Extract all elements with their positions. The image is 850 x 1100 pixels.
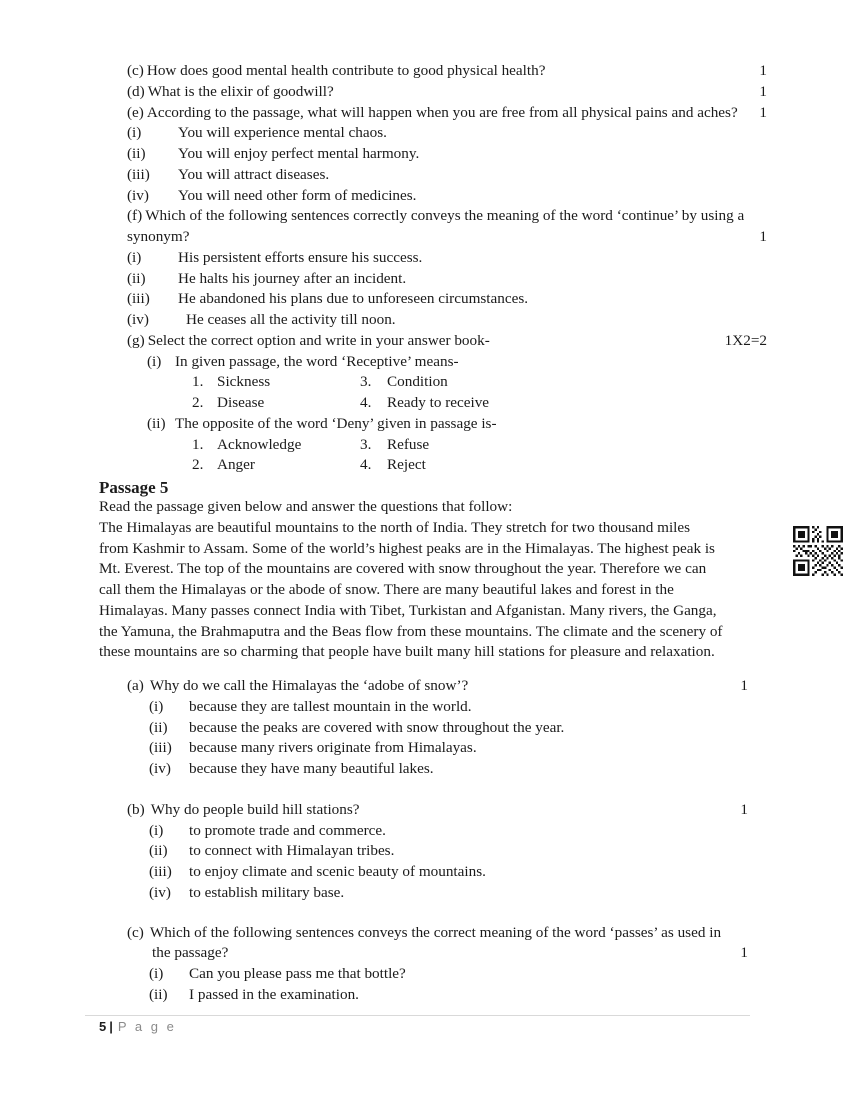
choice-text: Anger <box>217 456 255 474</box>
option-label: (ii) <box>149 718 168 736</box>
option-row <box>149 718 748 739</box>
option-label: (iv) <box>127 311 149 328</box>
option-label: (iii) <box>127 290 150 308</box>
question-row <box>127 676 748 697</box>
question-text: Why do we call the Himalayas the ‘adobe of snow’? <box>149 677 469 694</box>
option-text: because the peaks are covered with snow throughout the year. <box>189 718 565 736</box>
question-row <box>127 800 748 821</box>
option-text: You will enjoy perfect mental harmony. <box>178 145 420 162</box>
question-label: (c) <box>127 923 144 941</box>
marks-value: 1 <box>759 228 767 245</box>
footer-page-label: P a g e <box>117 1019 177 1034</box>
option-row <box>149 821 748 842</box>
option-text: You will experience mental chaos. <box>178 124 387 142</box>
option-text: You will attract diseases. <box>178 165 330 183</box>
option-row <box>127 248 767 269</box>
passage5-question-a <box>127 676 748 780</box>
passage-line: call them the Himalayas or the abode of snow. There are many beautiful lakes and forest in the <box>99 581 674 598</box>
question-label: (d) <box>127 82 145 100</box>
marks-value: 1 <box>740 800 748 818</box>
passage-line: from Kashmir to Assam. Some of the world’s highest peaks are in the Himalayas. The highest peak is <box>99 539 715 557</box>
marks-value: 1 <box>740 944 748 962</box>
question-f <box>127 206 767 248</box>
choice-number: 4. <box>360 394 372 411</box>
footer <box>99 1019 176 1035</box>
choice-text: Refuse <box>387 435 430 453</box>
question-text-line2: synonym? <box>127 228 190 245</box>
option-text: to connect with Himalayan tribes. <box>189 842 395 860</box>
option-row <box>149 841 748 862</box>
marks-value: 1 <box>759 103 767 121</box>
marks-value: 1 <box>759 62 767 79</box>
question-text-line1: (c) Which of the following sentences conveys the correct meaning of the word ‘passes’ as used in <box>127 923 722 941</box>
choice-text: Disease <box>217 394 265 411</box>
option-text: He abandoned his plans due to unforeseen circumstances. <box>178 290 529 308</box>
passage-line: Himalayas. Many passes connect India with Tibet, Turkistan and Afganistan. Many rivers, the Ganga, <box>99 601 717 619</box>
option-row <box>127 144 767 165</box>
option-label: (iii) <box>149 739 172 757</box>
mcq-choices <box>192 372 767 414</box>
option-label: (ii) <box>127 269 146 287</box>
question-text: What is the elixir of goodwill? <box>147 82 334 100</box>
passage5-question-c <box>127 923 748 1006</box>
choice-number: 4. <box>360 456 372 474</box>
option-text: His persistent efforts ensure his success. <box>178 248 423 266</box>
option-row <box>149 738 748 759</box>
choice-number: 1. <box>192 435 204 453</box>
sub-question-text: In given passage, the word ‘Receptive’ means- <box>175 352 459 370</box>
choice-text: Condition <box>387 373 448 391</box>
option-row <box>149 697 748 718</box>
option-row <box>149 964 748 985</box>
option-row <box>149 862 748 883</box>
option-label: (iii) <box>149 863 172 880</box>
sub-question-ii <box>147 414 767 435</box>
option-label: (i) <box>149 697 164 715</box>
option-row <box>127 310 767 331</box>
option-label: (iii) <box>127 165 150 183</box>
choice-text: Ready to receive <box>387 394 490 411</box>
choice-number: 3. <box>360 373 372 391</box>
option-row <box>127 289 767 310</box>
question-label: (b) <box>127 800 145 818</box>
passage-body <box>99 518 785 663</box>
option-row <box>149 883 748 904</box>
option-label: (i) <box>149 965 164 982</box>
option-label: (i) <box>149 821 164 839</box>
footer-page-number: 5 <box>99 1019 107 1034</box>
option-row <box>127 186 767 207</box>
question-label: (f) <box>127 207 143 225</box>
option-text: to promote trade and commerce. <box>189 821 386 839</box>
option-text: He halts his journey after an incident. <box>178 269 407 287</box>
option-text: I passed in the examination. <box>189 985 359 1003</box>
question-label: (e) <box>127 103 144 121</box>
choice-text: Reject <box>387 456 426 474</box>
option-text: because they have many beautiful lakes. <box>189 760 434 777</box>
option-label: (ii) <box>127 145 146 162</box>
choice-number: 2. <box>192 456 204 474</box>
option-text: You will need other form of medicines. <box>178 186 417 204</box>
sub-question-label: (i) <box>147 352 162 370</box>
question-text: Select the correct option and write in your answer book- <box>147 331 490 349</box>
passage-line: The Himalayas are beautiful mountains to the north of India. They stretch for two thousand miles <box>99 518 691 536</box>
sub-question-label: (ii) <box>147 414 166 432</box>
sub-question-block <box>147 352 767 477</box>
option-row <box>127 165 767 186</box>
question-row <box>127 923 748 965</box>
question-text: Why do people build hill stations? <box>150 800 360 818</box>
option-row <box>127 123 767 144</box>
passage-heading: Passage 5 <box>99 478 169 497</box>
option-label: (iv) <box>127 186 149 204</box>
question-text: According to the passage, what will happen when you are free from all physical pains and aches? <box>146 103 738 121</box>
passage-instruction: Read the passage given below and answer the questions that follow: <box>99 498 513 515</box>
option-row <box>127 269 767 290</box>
option-text: to enjoy climate and scenic beauty of mountains. <box>189 863 486 880</box>
question-label: (g) <box>127 331 145 349</box>
question-g <box>127 331 767 352</box>
option-label: (iv) <box>149 760 171 777</box>
passage-line: the Yamuna, the Brahmaputra and the Beas flow from these mountains. The climate and the scenery of <box>99 622 723 640</box>
question-label: (a) <box>127 677 144 694</box>
choice-number: 3. <box>360 435 372 453</box>
marks-value: 1 <box>759 82 767 100</box>
footer-divider: | <box>109 1019 113 1034</box>
choice-text: Acknowledge <box>217 435 302 453</box>
passage-line: Mt. Everest. The top of the mountains are covered with snow throughout the year. Therefore we can <box>99 560 707 578</box>
option-row <box>149 759 748 780</box>
marks-value: 1X2=2 <box>724 331 767 349</box>
option-text: Can you please pass me that bottle? <box>189 965 406 982</box>
option-label: (ii) <box>149 985 168 1003</box>
option-label: (i) <box>127 248 142 266</box>
option-label: (ii) <box>149 842 168 860</box>
sub-question-text: The opposite of the word ‘Deny’ given in passage is- <box>175 414 497 432</box>
option-row <box>149 985 748 1006</box>
option-text: because they are tallest mountain in the world. <box>189 697 472 715</box>
mcq-choices <box>192 435 767 477</box>
choice-number: 1. <box>192 373 204 391</box>
option-text: because many rivers originate from Himalayas. <box>189 739 477 757</box>
sub-question-i <box>147 352 767 373</box>
page-content <box>99 61 785 1006</box>
footer-divider-line <box>85 1015 750 1016</box>
qr-code <box>793 526 843 576</box>
option-text: to establish military base. <box>189 883 345 901</box>
question-e <box>127 103 767 124</box>
question-label: (c) <box>127 62 144 79</box>
question-section-passage4 <box>127 61 767 476</box>
option-label: (iv) <box>149 883 171 901</box>
question-text-line1: (f) Which of the following sentences correctly conveys the meaning of the word ‘continue’ by using a <box>127 207 745 225</box>
question-text-line2: the passage? <box>152 944 229 962</box>
question-c <box>127 61 767 82</box>
passage-line: these mountains are so charming that people have built many hill stations for pleasure and relaxation. <box>99 643 715 661</box>
question-text: How does good mental health contribute to good physical health? <box>146 62 546 79</box>
marks-value: 1 <box>740 677 748 694</box>
choice-text: Sickness <box>217 373 271 391</box>
choice-number: 2. <box>192 394 204 411</box>
question-d <box>127 82 767 103</box>
option-label: (i) <box>127 124 142 142</box>
option-text: He ceases all the activity till noon. <box>186 311 396 328</box>
passage5-question-b <box>127 800 748 904</box>
